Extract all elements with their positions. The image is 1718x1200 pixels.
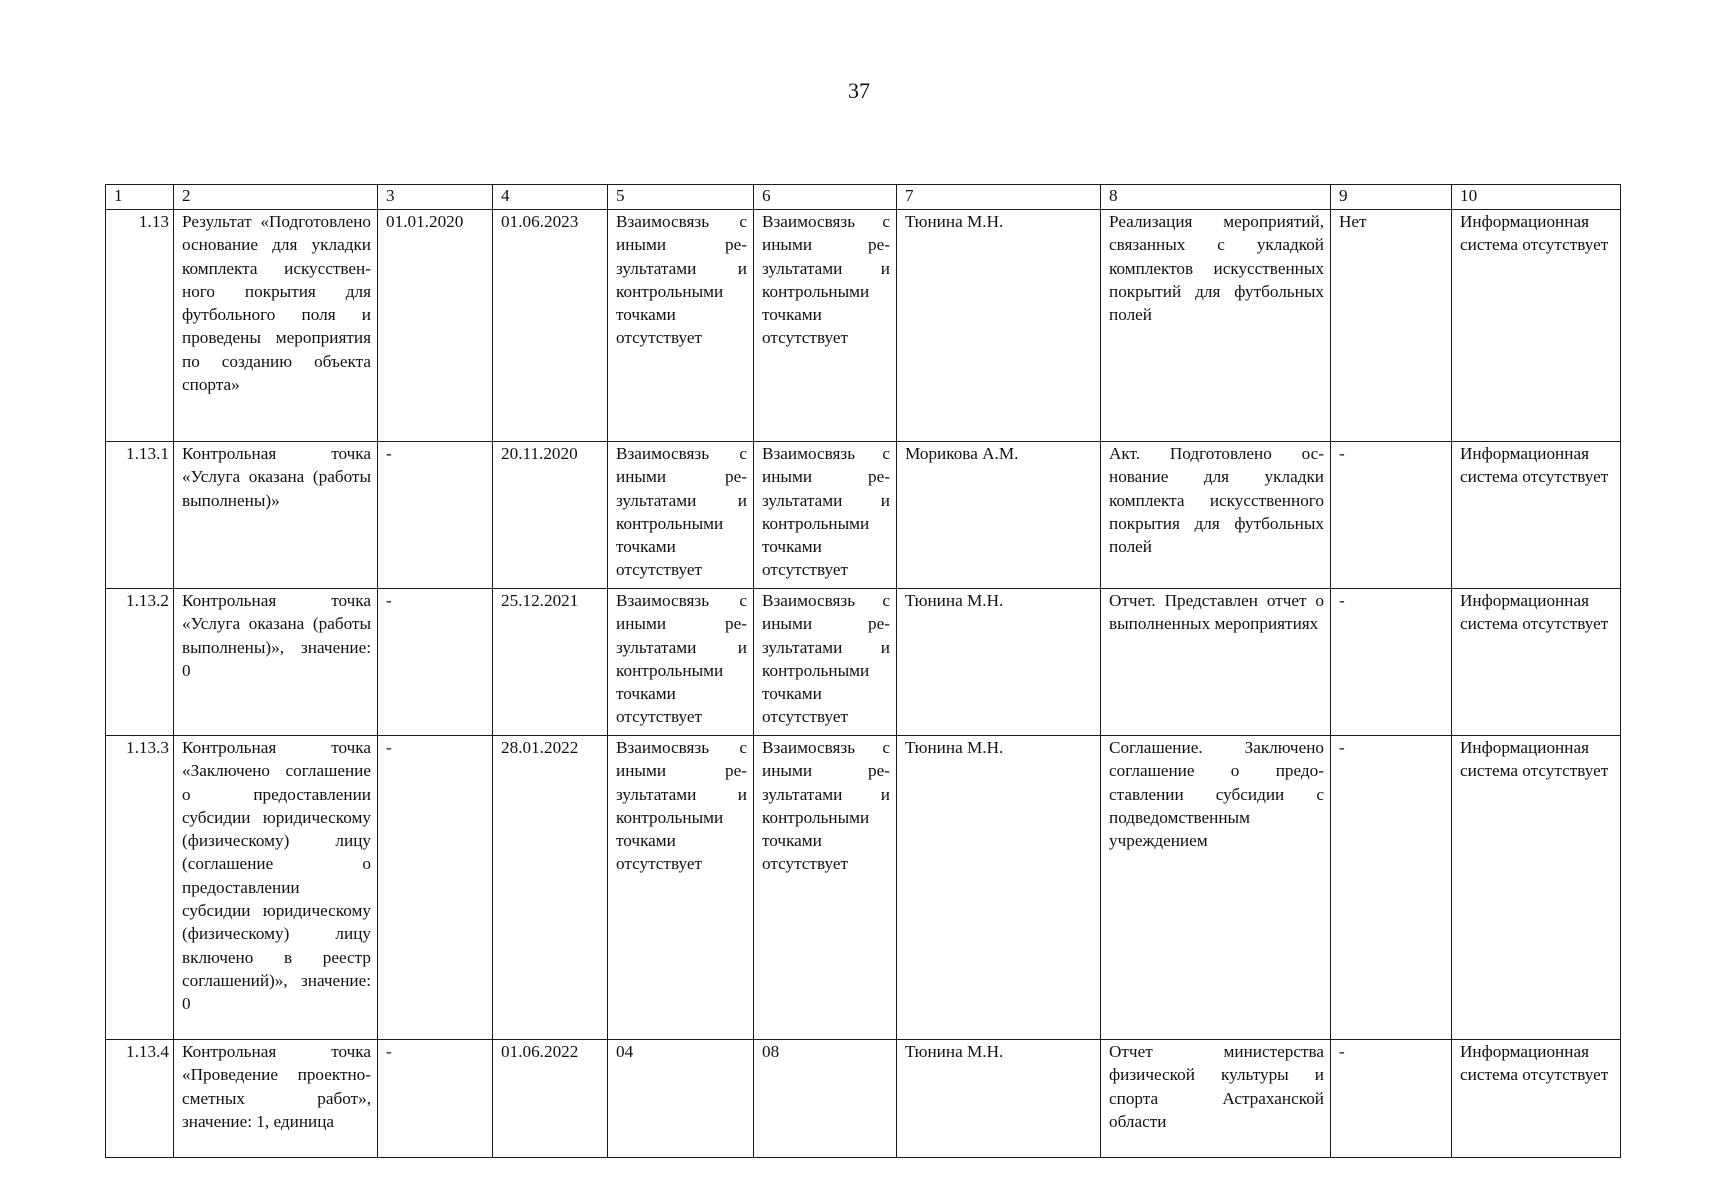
responsible-person: Тюнина М.Н. bbox=[897, 1040, 1101, 1158]
column-9-value: - bbox=[1331, 1040, 1452, 1158]
link-previous: Взаимосвязь с иными результатами и контрольными точками отсутствует bbox=[608, 210, 754, 442]
result-document: Акт. Подготовлено основание для укладки комплекта искусственного покрытия для футбольных полей bbox=[1101, 442, 1331, 589]
column-header: 9 bbox=[1331, 185, 1452, 210]
column-header: 8 bbox=[1101, 185, 1331, 210]
info-system: Информационная система отсутствует bbox=[1452, 589, 1621, 736]
event-name: Контрольная точка «Услуга оказана (работы выполнены)» bbox=[174, 442, 378, 589]
responsible-person: Морикова А.М. bbox=[897, 442, 1101, 589]
column-header: 2 bbox=[174, 185, 378, 210]
column-header: 3 bbox=[378, 185, 493, 210]
result-document: Отчет. Представлен отчет о выполненных мероприятиях bbox=[1101, 589, 1331, 736]
link-next: 08 bbox=[754, 1040, 897, 1158]
column-header: 10 bbox=[1452, 185, 1621, 210]
responsible-person: Тюнина М.Н. bbox=[897, 210, 1101, 442]
table-header-row bbox=[106, 185, 1621, 210]
info-system: Информационная система отсутствует bbox=[1452, 1040, 1621, 1158]
link-previous: Взаимосвязь с иными результатами и контрольными точками отсутствует bbox=[608, 736, 754, 1040]
table-row bbox=[106, 736, 1621, 1040]
column-9-value: Нет bbox=[1331, 210, 1452, 442]
link-next: Взаимосвязь с иными результатами и контрольными точками отсутствует bbox=[754, 442, 897, 589]
end-date: 20.11.2020 bbox=[493, 442, 608, 589]
column-header: 5 bbox=[608, 185, 754, 210]
table-row bbox=[106, 589, 1621, 736]
row-number: 1.13 bbox=[106, 210, 174, 442]
column-9-value: - bbox=[1331, 589, 1452, 736]
end-date: 01.06.2022 bbox=[493, 1040, 608, 1158]
link-next: Взаимосвязь с иными результатами и контрольными точками отсутствует bbox=[754, 736, 897, 1040]
table-row bbox=[106, 1040, 1621, 1158]
column-header: 6 bbox=[754, 185, 897, 210]
start-date: - bbox=[378, 589, 493, 736]
row-number: 1.13.1 bbox=[106, 442, 174, 589]
link-previous: 04 bbox=[608, 1040, 754, 1158]
column-9-value: - bbox=[1331, 442, 1452, 589]
column-header: 1 bbox=[106, 185, 174, 210]
info-system: Информационная система отсутствует bbox=[1452, 210, 1621, 442]
start-date: - bbox=[378, 736, 493, 1040]
end-date: 25.12.2021 bbox=[493, 589, 608, 736]
responsible-person: Тюнина М.Н. bbox=[897, 589, 1101, 736]
info-system: Информационная система отсутствует bbox=[1452, 442, 1621, 589]
start-date: - bbox=[378, 442, 493, 589]
info-system: Информационная система отсутствует bbox=[1452, 736, 1621, 1040]
column-header: 4 bbox=[493, 185, 608, 210]
start-date: - bbox=[378, 1040, 493, 1158]
end-date: 01.06.2023 bbox=[493, 210, 608, 442]
event-name: Контрольная точка «Заключено соглашение о предоставлении субсидии юридическому (физическому) лицу (соглашение о предоставлении субсидии юридическому (физическому) лицу включено в реестр соглашений)», значение: 0 bbox=[174, 736, 378, 1040]
page-number: 37 bbox=[848, 78, 870, 103]
link-next: Взаимосвязь с иными результатами и контрольными точками отсутствует bbox=[754, 589, 897, 736]
table-row bbox=[106, 442, 1621, 589]
column-header: 7 bbox=[897, 185, 1101, 210]
result-document: Отчет министерства физической культуры и спорта Астраханской области bbox=[1101, 1040, 1331, 1158]
plan-table bbox=[105, 184, 1621, 1158]
table-row bbox=[106, 210, 1621, 442]
row-number: 1.13.3 bbox=[106, 736, 174, 1040]
responsible-person: Тюнина М.Н. bbox=[897, 736, 1101, 1040]
row-number: 1.13.4 bbox=[106, 1040, 174, 1158]
result-document: Реализация мероприятий, связанных с укладкой комплектов искусственных покрытий для футбольных полей bbox=[1101, 210, 1331, 442]
link-next: Взаимосвязь с иными результатами и контрольными точками отсутствует bbox=[754, 210, 897, 442]
row-number: 1.13.2 bbox=[106, 589, 174, 736]
link-previous: Взаимосвязь с иными результатами и контрольными точками отсутствует bbox=[608, 442, 754, 589]
end-date: 28.01.2022 bbox=[493, 736, 608, 1040]
column-9-value: - bbox=[1331, 736, 1452, 1040]
link-previous: Взаимосвязь с иными результатами и контрольными точками отсутствует bbox=[608, 589, 754, 736]
event-name: Результат «Подготовлено основание для укладки комплекта искусственного покрытия для футбольного поля и проведены мероприятия по созданию объекта спорта» bbox=[174, 210, 378, 442]
event-name: Контрольная точка «Услуга оказана (работы выполнены)», значение: 0 bbox=[174, 589, 378, 736]
result-document: Соглашение. Заключено соглашение о предоставлении субсидии с подведомственным учреждением bbox=[1101, 736, 1331, 1040]
start-date: 01.01.2020 bbox=[378, 210, 493, 442]
event-name: Контрольная точка «Проведение проектно-сметных работ», значение: 1, единица bbox=[174, 1040, 378, 1158]
